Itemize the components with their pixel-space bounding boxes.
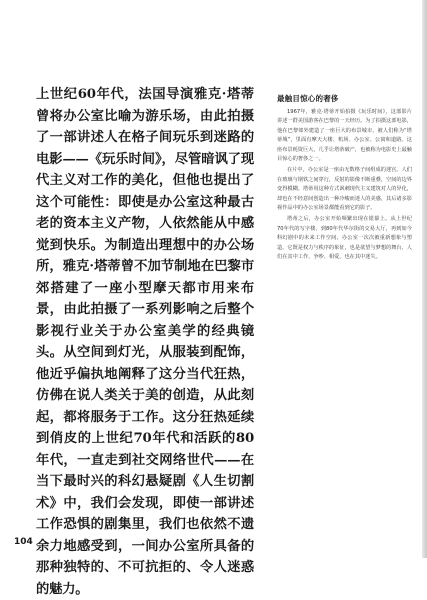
sidebar-paragraph: 1967年，雅克·塔蒂开始拍摄《玩乐时间》，这部影片讲述一群美国游客在巴黎的一天经历。为了拍摄这部电影，他在巴黎郊外建造了一座巨大的布景城市，被人们称为“塔蒂城”，里面有摩天大楼、机场、办公室、公寓和道路。这座布景耗资巨大，几乎让塔蒂破产，也被称为电影史上最触目惊心的奢侈之一。 <box>277 109 412 163</box>
main-body-text: 上世纪60年代，法国导演雅克·塔蒂曾将办公室比喻为游乐场，由此拍摄了一部讲述人在格子间玩乐到迷路的电影——《玩乐时间》，尽管暗讽了现代主义对工作的美化，但他也提出了这个可能性：即使是办公室这种最古老的资本主义产物，人依然能从中感觉到快乐。为制造出理想中的办公场所，雅克·塔蒂曾不加节制地在巴黎市郊搭建了一座小型摩天都市用来布景，由此拍摄了一系列影响之后整个影视行业关于办公室美学的经典镜头。从空间到灯光，从服装到配饰，他近乎偏执地阐释了这分当代狂热，仿佛在说人类关于美的创造，从此刻起，都将服务于工作。这分狂热延续到俏皮的上世纪70年代和活跃的80年代，一直走到社交网络世代——在当下最时兴的科幻悬疑剧《人生切割术》中，我们会发现，即使一部讲述工作恐惧的剧集里，我们也依然不遗余力地感受到，一间办公室所具备的那种独特的、不可抗拒的、令人迷惑的魅力。 <box>36 87 254 597</box>
sidebar-column <box>277 93 412 265</box>
page-number: 104 <box>14 537 33 547</box>
sidebar-title: 最触目惊心的奢侈 <box>277 94 339 103</box>
sidebar-paragraph: 在片中，办公室是一座由无数格子间组成的迷宫。人们在玻璃与钢铁之间穿行，反射的影像不断重叠，空间的边界变得模糊。塔蒂用这种方式讽刺现代主义建筑对人的异化，却也在不经意间创造出一种冷峻而迷人的美感，其后诸多影视作品中的办公室场景都能看到它的影子。 <box>277 167 412 212</box>
page-edge-shadow <box>422 0 427 558</box>
sidebar-paragraph: 塔蒂之后，办公室开始频繁出现在银幕上。从上世纪70年代的写字楼，到80年代华尔街的交易大厅，再到如今科幻剧中的未来工作空间，办公室一次次被重新想象与塑造。它既是权力与秩序的象征，也是欲望与梦想的舞台，人们在其中工作、争吵、相爱，也在其中迷失。 <box>277 216 412 261</box>
